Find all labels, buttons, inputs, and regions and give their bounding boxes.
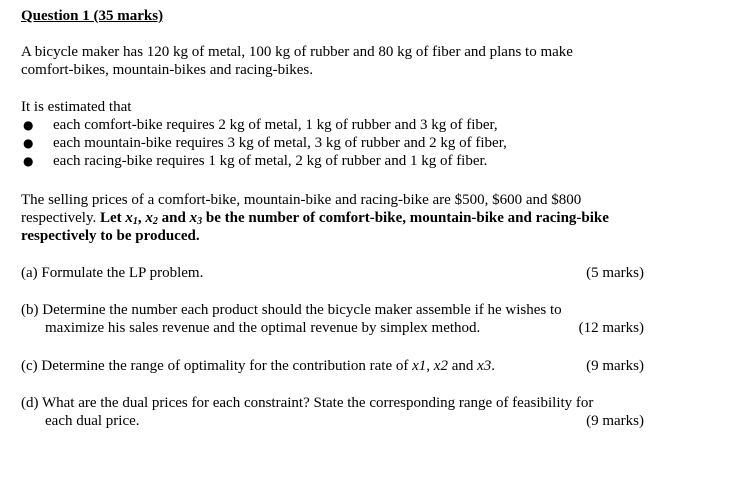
part-b-marks: (12 marks) [578,320,644,336]
period: . [491,358,496,374]
part-b-line-2 [21,319,644,337]
part-d-line-2 [21,412,644,430]
bullet-text: each racing-bike requires 1 kg of metal, 2 kg of rubber and 1 kg of fiber. [53,153,488,169]
part-b [21,301,644,337]
variable-x1: $x_1$ [125,210,138,227]
intro-paragraph [21,43,651,79]
part-a-text: (a) Formulate the LP problem. [21,265,204,281]
part-c [21,357,644,375]
intro-line-2: comfort-bikes, mountain-bikes and racing-bikes. [21,62,314,78]
estimate-lead: It is estimated that [21,99,132,115]
bullet-text: each comfort-bike requires 2 kg of metal, 1 kg of rubber and 3 kg of fiber, [53,117,498,133]
variable-x2: x2 [433,358,448,374]
variable-x3: x3 [477,358,492,374]
prices-paragraph [21,191,651,245]
prices-plain: respectively. [21,210,97,226]
list-item [21,134,641,152]
prices-bold [100,210,609,226]
requirements-list [21,116,641,170]
part-d-text: each dual price. [45,413,140,429]
let-word: Let [100,210,122,226]
and-word: and [451,358,474,374]
variable-x1: x1 [412,358,427,374]
comma: , [426,358,431,374]
part-a-line [21,264,644,282]
bullet-icon: ● [23,136,34,150]
part-d-line-1: (d) What are the dual prices for each constraint? State the corresponding range of feasibility for [21,395,594,411]
comma: , [137,210,142,226]
prices-line-2 [21,209,651,227]
part-c-text: (c) Determine the range of optimality for the contribution rate of [21,358,409,374]
list-item [21,116,641,134]
prices-bold-rest: be the number of comfort-bike, mountain-bike and racing-bike [205,210,609,226]
bullet-icon: ● [23,118,34,132]
variable-x3: $x_3$ [189,210,203,227]
part-c-marks: (9 marks) [586,358,644,374]
part-a-marks: (5 marks) [586,265,644,281]
part-b-text: maximize his sales revenue and the optimal revenue by simplex method. [45,320,481,336]
prices-line-1: The selling prices of a comfort-bike, mountain-bike and racing-bike are $500, $600 and $800 [21,192,582,208]
prices-line-3: respectively to be produced. [21,228,200,244]
question-heading: Question 1 (35 marks) [21,8,164,24]
part-b-line-1: (b) Determine the number each product should the bicycle maker assemble if he wishes to [21,302,562,318]
part-d [21,394,644,430]
part-c-line [21,357,644,375]
part-d-marks: (9 marks) [586,413,644,429]
list-item [21,152,641,170]
bullet-text: each mountain-bike requires 3 kg of metal, 3 kg of rubber and 2 kg of fiber, [53,135,507,151]
intro-line-1: A bicycle maker has 120 kg of metal, 100 kg of rubber and 80 kg of fiber and plans to make [21,44,573,60]
bullet-icon: ● [23,154,34,168]
part-a [21,264,644,282]
and-word: and [161,210,186,226]
variable-x2: $x_2$ [145,210,158,227]
